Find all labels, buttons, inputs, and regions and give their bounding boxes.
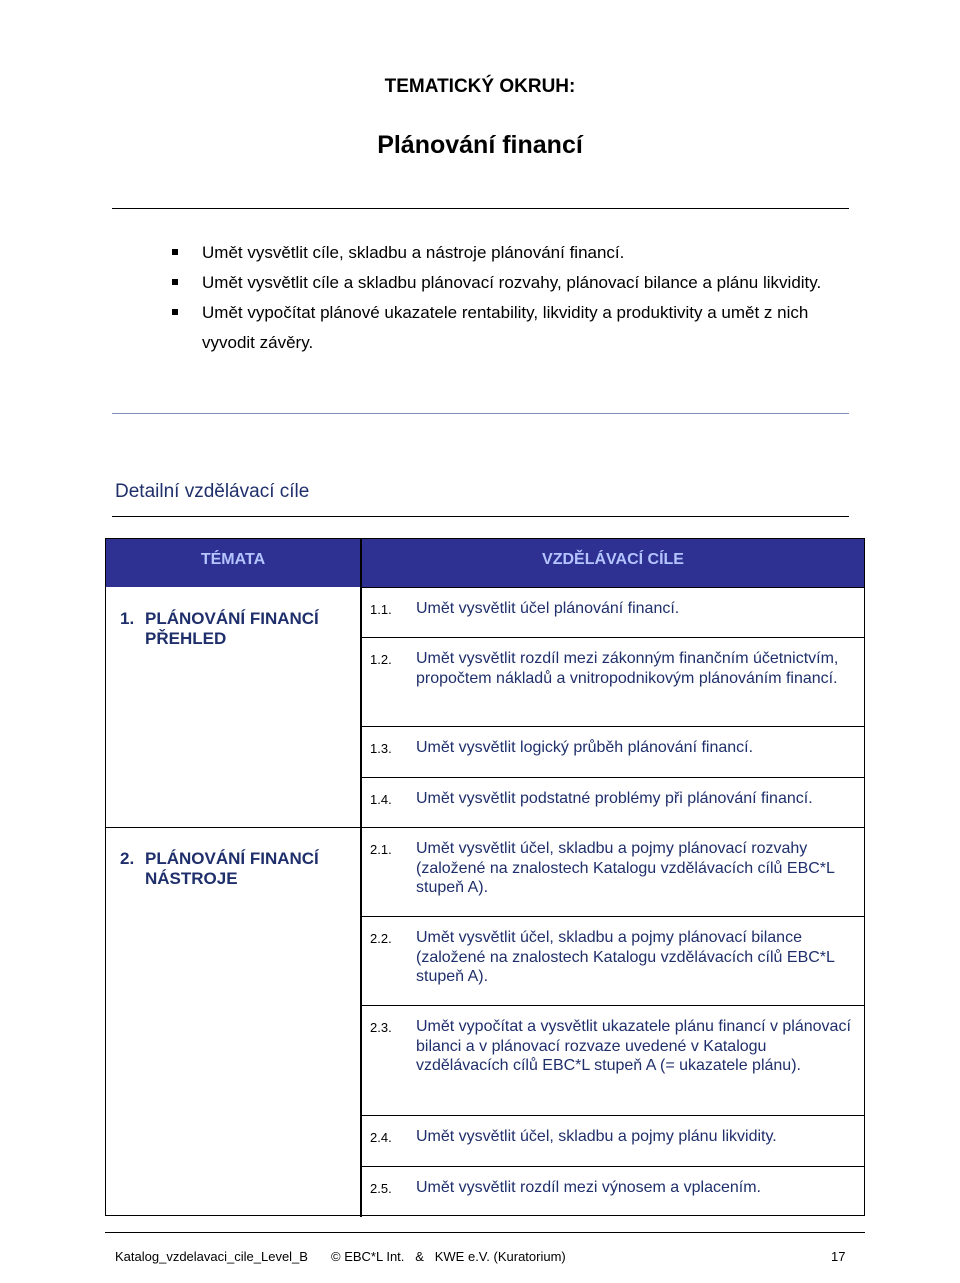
- divider: [112, 208, 849, 209]
- row-divider: [362, 1115, 864, 1116]
- goal-cell: 1.3. Umět vysvětlit logický průběh plánování financí.: [370, 739, 754, 756]
- page-title: Plánování financí: [377, 131, 583, 159]
- row-divider: [362, 726, 864, 727]
- square-bullet-icon: [172, 249, 178, 255]
- footer-copyright: © EBC*L Int. & KWE e.V. (Kuratorium): [331, 1249, 566, 1264]
- goal-cell: 2.1. Umět vysvětlit účel, skladbu a pojmy plánovací rozvahy (založené na znalostech Katalogu vzdělávacích cílů EBC*L stupeň A).: [370, 840, 835, 896]
- goal-cell: 2.5. Umět vysvětlit rozdíl mezi výnosem a vplacením.: [370, 1179, 761, 1196]
- row-divider: [362, 637, 864, 638]
- goals-table: [105, 538, 865, 1216]
- page-number: 17: [831, 1249, 846, 1264]
- row-divider: [362, 777, 864, 778]
- column-header-goals: VZDĚLÁVACÍ CÍLE: [542, 551, 684, 568]
- objectives-list: [172, 238, 852, 358]
- footer-doc-name: Katalog_vzdelavaci_cile_Level_B: [115, 1249, 308, 1264]
- square-bullet-icon: [172, 309, 178, 315]
- divider: [112, 516, 849, 517]
- column-header-topics: TÉMATA: [200, 551, 266, 568]
- row-divider: [362, 916, 864, 917]
- goal-cell: 2.2. Umět vysvětlit účel, skladbu a pojmy plánovací bilance (založené na znalostech Katalogu vzdělávacích cílů EBC*L stupeň A).: [370, 929, 835, 985]
- list-item: Umět vypočítat plánové ukazatele rentability, likvidity a produktivity a umět z nich vyvodit závěry.: [172, 298, 852, 358]
- row-divider: [362, 1005, 864, 1006]
- goal-cell: 1.1. Umět vysvětlit účel plánování financí.: [370, 600, 680, 617]
- table-header: [106, 539, 864, 587]
- goal-cell: 2.3. Umět vypočítat a vysvětlit ukazatele plánu financí v plánovací bilanci a v plánovací rozvaze uvedené v Katalogu vzdělávacích cílů EBC*L stupeň A (= ukazatele plánu).: [370, 1018, 851, 1074]
- row-divider: [362, 1166, 864, 1167]
- goal-cell: 2.4. Umět vysvětlit účel, skladbu a pojmy plánu likvidity.: [370, 1128, 777, 1145]
- topic-cell: 1. PLÁNOVÁNÍ FINANCÍ PŘEHLED: [120, 609, 319, 648]
- footer-divider: [105, 1232, 865, 1233]
- topic-cell: 2. PLÁNOVÁNÍ FINANCÍ NÁSTROJE: [120, 849, 319, 888]
- divider: [112, 413, 849, 414]
- list-item: Umět vysvětlit cíle a skladbu plánovací rozvahy, plánovací bilance a plánu likvidity.: [172, 268, 852, 298]
- row-divider: [106, 827, 864, 828]
- section-label: TEMATICKÝ OKRUH:: [384, 76, 576, 97]
- square-bullet-icon: [172, 279, 178, 285]
- section-subtitle: Detailní vzdělávací cíle: [115, 481, 310, 502]
- goal-cell: 1.2. Umět vysvětlit rozdíl mezi zákonným finančním účetnictvím, propočtem nákladů a vnitropodnikovým plánováním financí.: [370, 650, 839, 687]
- list-item: Umět vysvětlit cíle, skladbu a nástroje plánování financí.: [172, 238, 852, 268]
- goal-cell: 1.4. Umět vysvětlit podstatné problémy při plánování financí.: [370, 790, 813, 807]
- row-divider: [362, 587, 864, 588]
